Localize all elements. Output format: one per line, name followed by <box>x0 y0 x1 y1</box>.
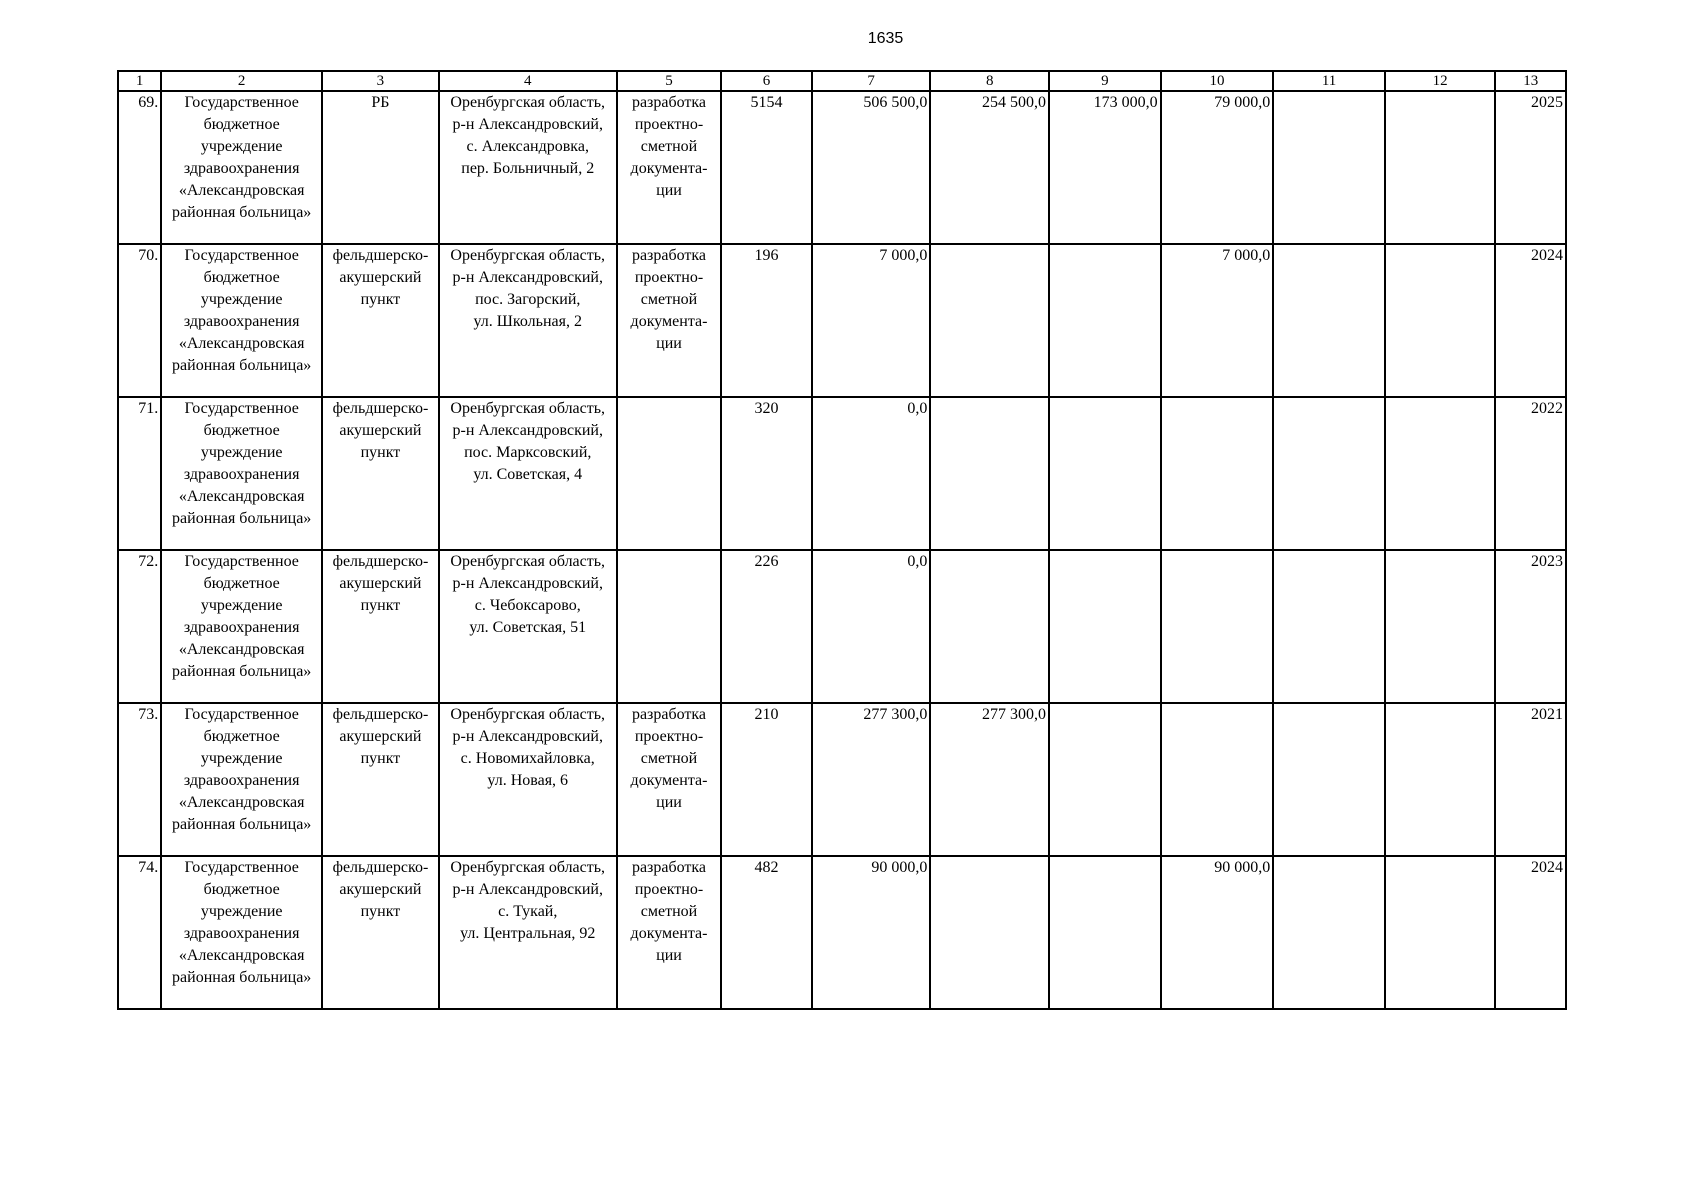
column-6-cell-text: 210 <box>754 706 779 723</box>
address-cell-text: Оренбургская область, р-н Александровский, с. Чебоксарово, ул. Советская, 51 <box>450 553 606 636</box>
column-7-cell-text: 506 500,0 <box>863 94 928 111</box>
table-row <box>118 703 1566 856</box>
column-6-cell <box>721 397 811 550</box>
column-10-cell <box>1161 91 1274 244</box>
column-11-cell <box>1273 244 1385 397</box>
table-row <box>118 244 1566 397</box>
column-6-cell-text: 320 <box>754 400 779 417</box>
column-7-cell <box>812 397 931 550</box>
year-cell-text: 2025 <box>1531 94 1563 111</box>
organization-cell <box>161 244 322 397</box>
column-8-cell <box>930 91 1049 244</box>
address-cell-text: Оренбургская область, р-н Александровский, пос. Марксовский, ул. Советская, 4 <box>450 400 606 483</box>
column-6-cell <box>721 856 811 1009</box>
column-7-cell <box>812 244 931 397</box>
organization-cell <box>161 550 322 703</box>
work-type-cell-text: разработка проектно- сметной документа- ции <box>630 859 708 964</box>
organization-cell-text: Государственное бюджетное учреждение здравоохранения «Александровская районная больница» <box>172 706 312 833</box>
row-number-cell-text: 69. <box>138 94 159 111</box>
column-7-cell <box>812 550 931 703</box>
year-cell <box>1495 91 1566 244</box>
column-10-cell <box>1161 550 1274 703</box>
column-12-cell <box>1385 703 1496 856</box>
column-9-cell <box>1049 91 1161 244</box>
organization-cell-text: Государственное бюджетное учреждение здравоохранения «Александровская районная больница» <box>172 247 312 374</box>
column-10-cell-text: 7 000,0 <box>1222 247 1271 264</box>
column-9-cell <box>1049 703 1161 856</box>
year-cell-text: 2022 <box>1531 400 1563 417</box>
organization-cell-text: Государственное бюджетное учреждение здравоохранения «Александровская районная больница» <box>172 553 312 680</box>
address-cell-text: Оренбургская область, р-н Александровский, с. Тукай, ул. Центральная, 92 <box>450 859 606 942</box>
work-type-cell <box>617 856 722 1009</box>
column-7-cell-text: 7 000,0 <box>879 247 928 264</box>
column-number: 2 <box>161 71 322 91</box>
address-cell <box>439 856 617 1009</box>
row-number-cell <box>118 244 161 397</box>
year-cell-text: 2021 <box>1531 706 1563 723</box>
column-7-cell-text: 90 000,0 <box>871 859 928 876</box>
object-type-cell <box>322 397 439 550</box>
table-row <box>118 856 1566 1009</box>
column-8-cell <box>930 550 1049 703</box>
column-10-cell-text: 90 000,0 <box>1214 859 1271 876</box>
row-number-cell-text: 74. <box>138 859 159 876</box>
organization-cell <box>161 856 322 1009</box>
column-7-cell <box>812 856 931 1009</box>
address-cell <box>439 550 617 703</box>
row-number-cell-text: 73. <box>138 706 159 723</box>
object-type-cell-text: РБ <box>371 94 390 111</box>
year-cell-text: 2023 <box>1531 553 1563 570</box>
column-number: 11 <box>1273 71 1385 91</box>
column-11-cell <box>1273 703 1385 856</box>
address-cell <box>439 91 617 244</box>
column-10-cell <box>1161 856 1274 1009</box>
column-11-cell <box>1273 91 1385 244</box>
column-9-cell <box>1049 244 1161 397</box>
row-number-cell <box>118 397 161 550</box>
column-12-cell <box>1385 244 1496 397</box>
column-number: 1 <box>118 71 161 91</box>
column-7-cell-text: 0,0 <box>907 553 928 570</box>
object-type-cell <box>322 856 439 1009</box>
column-6-cell-text: 196 <box>754 247 779 264</box>
address-cell-text: Оренбургская область, р-н Александровский, с. Новомихайловка, ул. Новая, 6 <box>450 706 606 789</box>
row-number-cell-text: 71. <box>138 400 159 417</box>
organization-cell-text: Государственное бюджетное учреждение здравоохранения «Александровская районная больница» <box>172 94 312 221</box>
column-12-cell <box>1385 550 1496 703</box>
column-9-cell <box>1049 856 1161 1009</box>
row-number-cell <box>118 856 161 1009</box>
row-number-cell-text: 70. <box>138 247 159 264</box>
year-cell-text: 2024 <box>1531 859 1563 876</box>
year-cell <box>1495 856 1566 1009</box>
address-cell <box>439 703 617 856</box>
column-number: 10 <box>1161 71 1274 91</box>
address-cell-text: Оренбургская область, р-н Александровский, с. Александровка, пер. Больничный, 2 <box>450 94 606 177</box>
work-type-cell <box>617 703 722 856</box>
column-number: 8 <box>930 71 1049 91</box>
column-number: 13 <box>1495 71 1566 91</box>
column-number: 9 <box>1049 71 1161 91</box>
column-12-cell <box>1385 397 1496 550</box>
work-type-cell-text: разработка проектно- сметной документа- ции <box>630 247 708 352</box>
column-8-cell <box>930 397 1049 550</box>
row-number-cell-text: 72. <box>138 553 159 570</box>
object-type-cell-text: фельдшерско- акушерский пункт <box>332 706 429 767</box>
column-11-cell <box>1273 550 1385 703</box>
row-number-cell <box>118 91 161 244</box>
column-9-cell <box>1049 550 1161 703</box>
column-10-cell <box>1161 244 1274 397</box>
row-number-cell <box>118 550 161 703</box>
object-type-cell <box>322 703 439 856</box>
address-cell-text: Оренбургская область, р-н Александровский, пос. Загорский, ул. Школьная, 2 <box>450 247 606 330</box>
column-7-cell <box>812 703 931 856</box>
column-6-cell <box>721 91 811 244</box>
table-row <box>118 91 1566 244</box>
work-type-cell <box>617 91 722 244</box>
column-7-cell-text: 0,0 <box>907 400 928 417</box>
column-number: 6 <box>721 71 811 91</box>
year-cell-text: 2024 <box>1531 247 1563 264</box>
object-type-cell-text: фельдшерско- акушерский пункт <box>332 859 429 920</box>
column-6-cell <box>721 550 811 703</box>
column-6-cell <box>721 244 811 397</box>
year-cell <box>1495 397 1566 550</box>
column-number: 12 <box>1385 71 1496 91</box>
year-cell <box>1495 550 1566 703</box>
object-type-cell-text: фельдшерско- акушерский пункт <box>332 553 429 614</box>
page-number: 1635 <box>867 30 904 47</box>
column-8-cell <box>930 244 1049 397</box>
table-row <box>118 397 1566 550</box>
column-number: 7 <box>812 71 931 91</box>
column-6-cell-text: 482 <box>754 859 779 876</box>
year-cell <box>1495 244 1566 397</box>
column-7-cell-text: 277 300,0 <box>863 706 928 723</box>
column-12-cell <box>1385 91 1496 244</box>
column-8-cell-text: 277 300,0 <box>982 706 1047 723</box>
work-type-cell-text: разработка проектно- сметной документа- ции <box>630 94 708 199</box>
object-type-cell <box>322 550 439 703</box>
registry-table <box>117 70 1567 1010</box>
row-number-cell <box>118 703 161 856</box>
column-11-cell <box>1273 397 1385 550</box>
year-cell <box>1495 703 1566 856</box>
column-number-row <box>118 71 1566 91</box>
address-cell <box>439 244 617 397</box>
object-type-cell-text: фельдшерско- акушерский пункт <box>332 247 429 308</box>
column-11-cell <box>1273 856 1385 1009</box>
column-8-cell-text: 254 500,0 <box>982 94 1047 111</box>
column-number: 3 <box>322 71 439 91</box>
column-6-cell-text: 5154 <box>750 94 783 111</box>
address-cell <box>439 397 617 550</box>
column-number: 5 <box>617 71 722 91</box>
work-type-cell <box>617 550 722 703</box>
organization-cell <box>161 91 322 244</box>
column-number: 4 <box>439 71 617 91</box>
object-type-cell-text: фельдшерско- акушерский пункт <box>332 400 429 461</box>
column-12-cell <box>1385 856 1496 1009</box>
column-10-cell <box>1161 703 1274 856</box>
column-8-cell <box>930 703 1049 856</box>
column-6-cell-text: 226 <box>754 553 779 570</box>
column-10-cell-text: 79 000,0 <box>1214 94 1271 111</box>
table-row <box>118 550 1566 703</box>
work-type-cell <box>617 397 722 550</box>
column-9-cell <box>1049 397 1161 550</box>
column-8-cell <box>930 856 1049 1009</box>
object-type-cell <box>322 91 439 244</box>
column-10-cell <box>1161 397 1274 550</box>
column-6-cell <box>721 703 811 856</box>
organization-cell-text: Государственное бюджетное учреждение здравоохранения «Александровская районная больница» <box>172 400 312 527</box>
work-type-cell-text: разработка проектно- сметной документа- ции <box>630 706 708 811</box>
organization-cell-text: Государственное бюджетное учреждение здравоохранения «Александровская районная больница» <box>172 859 312 986</box>
column-9-cell-text: 173 000,0 <box>1093 94 1158 111</box>
work-type-cell <box>617 244 722 397</box>
organization-cell <box>161 703 322 856</box>
organization-cell <box>161 397 322 550</box>
column-7-cell <box>812 91 931 244</box>
object-type-cell <box>322 244 439 397</box>
